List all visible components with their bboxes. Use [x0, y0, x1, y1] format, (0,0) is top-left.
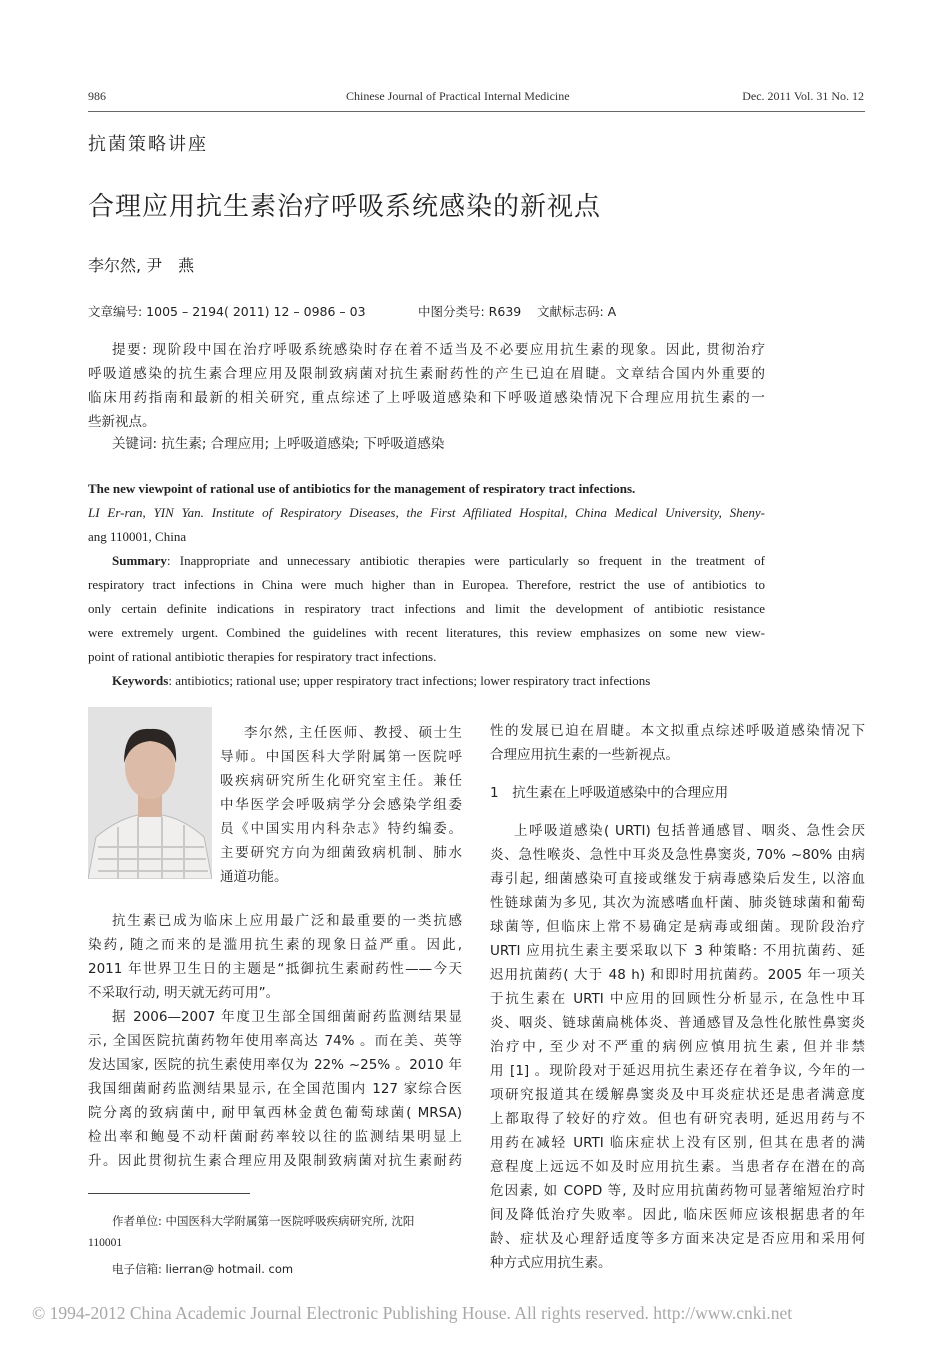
article-title: 合理应用抗生素治疗呼吸系统感染的新视点	[88, 192, 602, 222]
authors: 李尔然, 尹 燕	[88, 256, 195, 275]
footnote-postcode: 110001	[88, 1237, 123, 1249]
article-number: 文章编号: 1005 – 2194( 2011) 12 – 0986 – 03	[88, 304, 366, 319]
paragraph-line: 炎、急性喉炎、急性中耳炎及急性鼻窦炎, 70% ~80% 由病	[490, 847, 865, 863]
paragraph-line: 上都取得了较好的疗效。但也有研究表明, 延迟用药与不	[490, 1111, 865, 1127]
paragraph-line: 种方式应用抗生素。	[490, 1255, 612, 1271]
summary-line: respiratory tract infections in China were much higher than in Europea. Therefore, restrict the use of antibiotics to	[88, 577, 765, 592]
paragraph-line: 性链球菌为多见, 其次为流感嗜血杆菌、肺炎链球菌和葡萄	[490, 895, 865, 911]
clc-number: 中图分类号: R639	[418, 304, 522, 319]
paragraph-line: 发达国家, 医院的抗生素使用率仅为 22% ~25% 。2010 年	[88, 1057, 462, 1073]
paragraph-line: 炎、咽炎、链球菌扁桃体炎、普通感冒及急性化脓性鼻窦炎	[490, 1015, 865, 1031]
right-intro-line: 合理应用抗生素的一些新视点。	[490, 747, 679, 763]
paragraph-line: 染药, 随之而来的是滥用抗生素的现象日益严重。因此,	[88, 937, 462, 953]
copyright-notice: © 1994-2012 China Academic Journal Electronic Publishing House. All rights reserved. http://www.cnki.net	[32, 1303, 793, 1323]
keywords-label: Keywords	[112, 673, 169, 688]
bio-line: 员《中国实用内科杂志》特约编委。	[220, 821, 462, 837]
author-photo	[88, 707, 212, 879]
page-number: 986	[88, 89, 106, 103]
paragraph-line: 危因素, 如 COPD 等, 及时应用抗菌药物可显著缩短治疗时	[490, 1183, 865, 1199]
keywords-en: Keywords: antibiotics; rational use; upper respiratory tract infections; lower respiratory tract infections	[112, 673, 651, 688]
paragraph-line: 我国细菌耐药监测结果显示, 在全国范围内 127 家综合医	[88, 1081, 462, 1097]
bio-line: 吸疾病研究所生化研究室主任。兼任	[220, 773, 462, 789]
paragraph-line: 升。因此贯彻抗生素合理应用及限制致病菌对抗生素耐药	[88, 1153, 462, 1169]
abstract-line: 些新视点。	[88, 414, 156, 430]
right-intro-line: 性的发展已迫在眉睫。本文拟重点综述呼吸道感染情况下	[490, 723, 865, 739]
abstract-line: 临床用药指南和最新的相关研究, 重点综述了上呼吸道感染和下呼吸道感染情况下合理应用抗生素的一	[88, 390, 765, 406]
paragraph-line: 迟用抗菌药( 大于 48 h) 和即时用抗菌药。2005 年一项关	[490, 967, 865, 983]
paragraph-line: URTI 应用抗生素主要采取以下 3 种策略: 不用抗菌药、延	[490, 943, 865, 959]
paragraph-line: 据 2006—2007 年度卫生部全国细菌耐药监测结果显	[112, 1009, 462, 1025]
document-code: 文献标志码: A	[537, 304, 617, 319]
paragraph-line: 2011 年世界卫生日的主题是“抵御抗生素耐药性——今天	[88, 961, 462, 977]
bio-line: 通道功能。	[220, 869, 288, 885]
abstract-line: 呼吸道感染的抗生素合理应用及限制致病菌对抗生素耐药性的产生已迫在眉睫。文章结合国内外重要的	[88, 366, 765, 382]
english-authors: ang 110001, China	[88, 529, 187, 544]
section-heading: 1 抗生素在上呼吸道感染中的合理应用	[490, 785, 729, 801]
bio-line: 导师。中国医科大学附属第一医院呼	[220, 749, 462, 765]
column-label: 抗菌策略讲座	[88, 134, 208, 155]
paragraph-line: 示, 全国医院抗菌药物年使用率高达 74% 。而在美、英等	[88, 1033, 462, 1049]
summary-line: only certain definite indications in respiratory tract infections and limit the development of antibiotic resistance	[88, 601, 765, 616]
paragraph-line: 球菌等, 但临床上常不易确定是病毒或细菌。现阶段治疗	[490, 919, 865, 935]
summary-line: were extremely urgent. Combined the guidelines with recent literatures, this review emphasizes on some new view-	[88, 625, 765, 640]
footnote-affiliation: 作者单位: 中国医科大学附属第一医院呼吸疾病研究所, 沈阳	[112, 1214, 415, 1228]
paragraph-line: 用药在减轻 URTI 临床症状上没有区别, 但其在患者的满	[490, 1135, 865, 1151]
paragraph-line: 间及降低治疗失败率。因此, 临床医师应该根据患者的年	[490, 1207, 865, 1223]
abstract-line: 提要: 现阶段中国在治疗呼吸系统感染时存在着不适当及不必要应用抗生素的现象。因此, 贯彻治疗	[112, 342, 765, 358]
footnote-email: 电子信箱: lierran@ hotmail. com	[112, 1262, 294, 1276]
keywords-cn: 关键词: 抗生素; 合理应用; 上呼吸道感染; 下呼吸道感染	[112, 436, 445, 452]
summary-line: point of rational antibiotic therapies for respiratory tract infections.	[88, 649, 437, 664]
bio-line: 李尔然, 主任医师、教授、硕士生	[244, 725, 462, 741]
paragraph-line: 院分离的致病菌中, 耐甲氧西林金黄色葡萄球菌( MRSA)	[88, 1105, 462, 1121]
english-authors: LI Er-ran, YIN Yan. Institute of Respiratory Diseases, the First Affiliated Hospital, China Medical University, Sheny-	[88, 505, 765, 520]
summary-line: Summary: Inappropriate and unnecessary antibiotic therapies were particularly so frequent in the treatment of	[112, 553, 765, 568]
header-rule	[88, 111, 865, 112]
journal-name: Chinese Journal of Practical Internal Medicine	[346, 89, 570, 103]
footnote-rule	[88, 1193, 250, 1194]
paragraph-line: 上呼吸道感染( URTI) 包括普通感冒、咽炎、急性会厌	[514, 823, 865, 839]
english-title: The new viewpoint of rational use of antibiotics for the management of respiratory tract infections.	[88, 481, 636, 496]
paragraph-line: 治疗中, 至少对不严重的病例应慎用抗生素, 但并非禁	[490, 1039, 865, 1055]
paragraph-line: 不采取行动, 明天就无药可用”。	[88, 985, 280, 1001]
bio-line: 中华医学会呼吸病学分会感染学组委	[220, 797, 462, 813]
paragraph-line: 抗生素已成为临床上应用最广泛和最重要的一类抗感	[112, 913, 462, 929]
bio-line: 主要研究方向为细菌致病机制、肺水	[220, 845, 462, 861]
paragraph-line: 项研究报道其在缓解鼻窦炎及中耳炎症状还是患者满意度	[490, 1087, 865, 1103]
paragraph-line: 龄、症状及心理舒适度等多方面来决定是否应用和采用何	[490, 1231, 865, 1247]
paragraph-line: 意程度上远远不如及时应用抗生素。当患者存在潜在的高	[490, 1159, 865, 1175]
summary-label: Summary	[112, 553, 167, 568]
paragraph-line: 用 [1] 。现阶段对于延迟用抗生素还存在着争议, 今年的一	[490, 1063, 865, 1079]
paragraph-line: 毒引起, 细菌感染可直接或继发于病毒感染后发生, 以溶血	[490, 871, 865, 887]
paragraph-line: 于抗生素在 URTI 中应用的回顾性分析显示, 在急性中耳	[490, 991, 865, 1007]
issue-info: Dec. 2011 Vol. 31 No. 12	[742, 89, 864, 103]
paragraph-line: 检出率和鲍曼不动杆菌耐药率较以往的监测结果明显上	[88, 1129, 462, 1145]
